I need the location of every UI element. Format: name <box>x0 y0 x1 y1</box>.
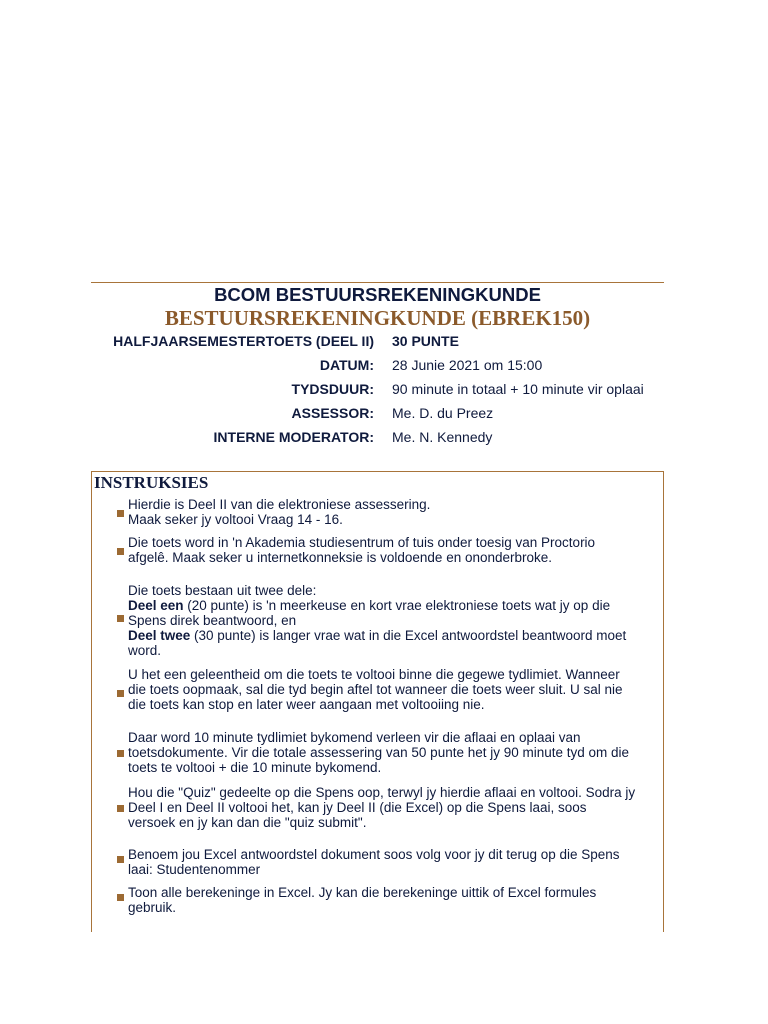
instruction-line: Benoem jou Excel antwoordstel dokument soos volg voor jy dit terug op die Spens <box>128 847 620 862</box>
instructions-box <box>91 471 664 932</box>
instruction-line: Daar word 10 minute tydlimiet bykomend verleen vir die aflaai en oplaai van <box>128 730 581 745</box>
meta-label: DATUM: <box>319 357 374 373</box>
meta-label: ASSESSOR: <box>291 405 374 421</box>
instruction-line: die toets oopmaak, sal die tyd begin aftel tot wanneer die toets weer sluit. U sal nie <box>128 682 623 697</box>
square-bullet-icon <box>117 894 124 901</box>
square-bullet-icon <box>117 856 124 863</box>
square-bullet-icon <box>117 750 124 757</box>
instruction-item <box>128 667 668 712</box>
instruction-line: Maak seker jy voltooi Vraag 14 - 16. <box>128 512 343 527</box>
square-bullet-icon <box>117 690 124 697</box>
meta-label: INTERNE MODERATOR: <box>213 429 374 445</box>
square-bullet-icon <box>117 805 124 812</box>
instruction-item <box>128 535 668 565</box>
meta-row-moderator <box>91 429 691 449</box>
instruction-line: die toets kan stop en later weer aangaan met voltooiing nie. <box>128 697 485 712</box>
instruction-line: toetsdokumente. Vir die totale assessering van 50 punte het jy 90 minute tyd om die <box>128 745 630 760</box>
instruction-line: afgelê. Maak seker u internetkonneksie is voldoende en ononderbroke. <box>128 550 553 565</box>
meta-row-date <box>91 357 691 377</box>
part-one-text: (20 punte) is 'n meerkeuse en kort vrae elektroniese toets wat jy op die <box>183 598 611 613</box>
meta-label: TYDSDUUR: <box>291 381 374 397</box>
instruction-item <box>128 730 668 775</box>
instruction-line: Hierdie is Deel II van die elektroniese assessering. <box>128 497 431 512</box>
part-two-label: Deel twee <box>128 628 191 643</box>
meta-value: Me. D. du Preez <box>392 405 494 421</box>
meta-value: Me. N. Kennedy <box>392 429 493 445</box>
instruction-line: Toon alle berekeninge in Excel. Jy kan die berekeninge uittik of Excel formules <box>128 885 597 900</box>
instruction-line: word. <box>128 643 162 658</box>
instruction-item <box>128 885 668 915</box>
part-one-label: Deel een <box>128 598 184 613</box>
instruction-line: U het een geleentheid om die toets te voltooi binne die gegewe tydlimiet. Wanneer <box>128 667 620 682</box>
meta-row-assessor <box>91 405 691 425</box>
square-bullet-icon <box>117 548 124 555</box>
instruction-line: Hou die "Quiz" gedeelte op die Spens oop, terwyl jy hierdie aflaai en voltooi. Sodra jy <box>128 785 636 800</box>
instruction-line: Deel I en Deel II voltooi het, kan jy Deel II (die Excel) op die Spens laai, soos <box>128 800 587 815</box>
instruction-line <box>128 598 668 613</box>
instruction-line: Spens direk beantwoord, en <box>128 613 297 628</box>
instruction-line: gebruik. <box>128 900 177 915</box>
meta-row-duration <box>91 381 691 401</box>
instruction-line: Die toets word in 'n Akademia studiesentrum of tuis onder toesig van Proctorio <box>128 535 596 550</box>
meta-value: 28 Junie 2021 om 15:00 <box>392 357 543 373</box>
part-two-text: (30 punte) is langer vrae wat in die Excel antwoordstel beantwoord moet <box>190 628 627 643</box>
instruction-item <box>128 583 668 658</box>
instruction-line <box>128 628 668 643</box>
meta-value: 30 PUNTE <box>392 333 459 349</box>
instruction-line: Die toets bestaan uit twee dele: <box>128 583 317 598</box>
instruction-line: laai: Studentenommer <box>128 862 261 877</box>
square-bullet-icon <box>117 510 124 517</box>
meta-label: HALFJAARSEMESTERTOETS (DEEL II) <box>113 333 374 349</box>
meta-value: 90 minute in totaal + 10 minute vir oplaai <box>392 381 644 397</box>
instruction-item <box>128 847 668 877</box>
square-bullet-icon <box>117 615 124 622</box>
instruction-line: toets te voltooi + die 10 minute bykomend. <box>128 760 382 775</box>
header-rule <box>91 282 664 283</box>
instructions-title: INSTRUKSIES <box>94 473 209 492</box>
document-title: BCOM BESTUURSREKENINGKUNDE <box>214 284 541 305</box>
document-subtitle: BESTUURSREKENINGKUNDE (EBREK150) <box>164 306 591 330</box>
instruction-item <box>128 497 668 527</box>
instruction-line: versoek en jy kan dan die "quiz submit". <box>128 815 367 830</box>
meta-row-test <box>91 333 691 353</box>
instruction-item <box>128 785 668 830</box>
